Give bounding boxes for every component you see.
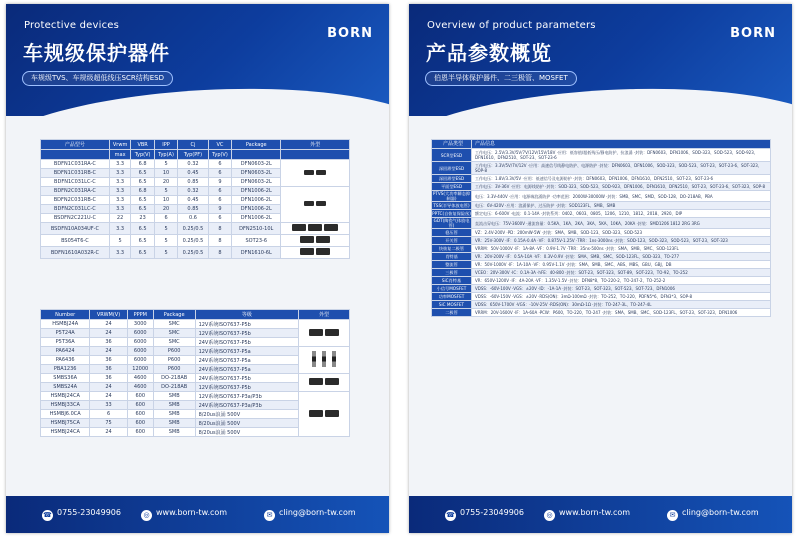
table-cell: 20 xyxy=(154,178,177,187)
table-cell: 5 xyxy=(154,247,177,259)
footer-email xyxy=(264,508,356,521)
table-cell: DFN0603-2L xyxy=(232,178,281,187)
table-cell: SOT23-6 xyxy=(232,235,281,247)
chip-icon xyxy=(316,236,330,243)
category-cell: 三极管 xyxy=(432,269,472,277)
table-cell: BDFN2C031RB-C xyxy=(41,196,110,205)
column-subheader: Typ(V) xyxy=(131,150,154,160)
overview-row xyxy=(432,285,771,293)
category-cell: 小信号MOSFET xyxy=(432,285,472,293)
table-cell: HSMBJ75CA xyxy=(41,419,90,428)
table-cell: 6 xyxy=(154,214,177,223)
table-cell: SMC xyxy=(153,338,195,347)
table-cell: SMB xyxy=(153,428,195,437)
table-row xyxy=(41,235,350,247)
table-cell: 8/20us浪涌 500V xyxy=(195,428,299,437)
subtitle-pill: 车规级TVS、车规级超低线压SCR结构ESD xyxy=(22,71,173,86)
mail-icon: ✉ xyxy=(667,510,678,521)
table-cell: HSMBJ33CA xyxy=(41,401,90,410)
overview-row xyxy=(432,301,771,309)
chip-icon xyxy=(292,224,306,231)
table-cell: DFN1006-2L xyxy=(232,187,281,196)
description-cell: 工作电压：3.3V/5V/7V/12V ·应用：高速信号线静电防护、电源防护 ·封装：DFN0603、DFN1006、SOD-323、SOD-523、SOT-23、SOT-23-6、SOT-323、SOP-8 xyxy=(472,162,771,175)
table-cell: 24 xyxy=(90,428,127,437)
table-cell: 6000 xyxy=(127,329,153,338)
column-subheader xyxy=(232,150,281,160)
table-cell: 10 xyxy=(154,196,177,205)
mail-icon: ✉ xyxy=(264,510,275,521)
overview-row xyxy=(432,175,771,183)
column-subheader xyxy=(41,150,110,160)
overview-row xyxy=(432,191,771,202)
axial-diode-icon xyxy=(312,351,316,367)
web-text: www.born-tw.com xyxy=(559,508,631,517)
page-product-overview xyxy=(409,4,792,533)
table-cell: 24 xyxy=(90,392,127,401)
category-cell: 平面型ESD xyxy=(432,183,472,191)
table-cell: 33 xyxy=(90,401,127,410)
phone-text: 0755-23049906 xyxy=(57,508,121,517)
overview-row xyxy=(432,245,771,253)
table-cell: DFN0603-2L xyxy=(232,160,281,169)
description-cell: VR：650V-1200V ·IF：4A-20A ·VF：1.35V-1.5V ·封装：DFN8*8、TO-220-2、TO-247-2、TO-252-2 xyxy=(472,277,771,285)
table-cell: 0.25/0.5 xyxy=(178,247,208,259)
chip-icon xyxy=(308,224,322,231)
overview-row xyxy=(432,202,771,210)
born-logo: BORN xyxy=(730,26,776,41)
table-cell: 6 xyxy=(208,187,231,196)
table-cell: 6.5 xyxy=(131,247,154,259)
table-cell: SMC xyxy=(153,329,195,338)
category-cell: PTVS(大功率瞬态抑制器) xyxy=(432,191,471,201)
description-cell: 直流击穿电压：75V-3600V ·通流容量：0.5KA、1KA、2KA、3KA、5KA、10KA、20KA ·封装：SMD1206 1812 2RG 3RG xyxy=(472,218,771,229)
table-cell: 3000 xyxy=(127,320,153,329)
email-text: cling@born-tw.com xyxy=(279,508,356,517)
table-cell: 5 xyxy=(154,187,177,196)
overview-row xyxy=(432,218,771,229)
column-header: 外型 xyxy=(281,140,350,150)
table-cell: 24V系统ISO7637-P5a xyxy=(195,365,299,374)
column-subheader: max xyxy=(109,150,131,160)
table-cell: 6 xyxy=(208,160,231,169)
footer-phone xyxy=(445,508,524,521)
table-cell: 8/20us浪涌 500V xyxy=(195,419,299,428)
table-cell: 0.45 xyxy=(178,169,208,178)
chip-icon xyxy=(316,201,326,206)
overview-row xyxy=(432,149,771,162)
table-cell: DFN1006-2L xyxy=(232,214,281,223)
table-cell: 75 xyxy=(90,419,127,428)
chip-icon xyxy=(316,170,326,175)
chip-icon xyxy=(325,378,339,385)
table-cell: 36 xyxy=(90,356,127,365)
phone-icon: ☎ xyxy=(446,511,455,519)
footer-web xyxy=(141,508,227,521)
table-cell: SMB xyxy=(153,410,195,419)
column-header: IPP xyxy=(154,140,177,150)
column-subheader: Typ(A) xyxy=(154,150,177,160)
category-cell: 功率MOSFET xyxy=(432,293,472,301)
table-cell: 12V系统ISO7637-P5b xyxy=(195,329,299,338)
overview-row xyxy=(432,183,771,191)
table-cell: HSMBJ24CA xyxy=(41,428,90,437)
footer-web xyxy=(544,508,630,521)
table-cell: 3.3 xyxy=(109,178,131,187)
chip-icon xyxy=(309,378,323,385)
table-cell: 9 xyxy=(208,178,231,187)
table-cell: 6.5 xyxy=(131,205,154,214)
chip-icon xyxy=(300,236,314,243)
table-cell: BS054T6-C xyxy=(41,235,110,247)
table-cell: 600 xyxy=(127,428,153,437)
globe-icon: ◎ xyxy=(544,510,555,521)
table-cell: SMBS36A xyxy=(41,374,90,383)
table-cell: BDFN2C031LC-C xyxy=(41,205,110,214)
table-cell: 0.25/0.5 xyxy=(178,235,208,247)
overview-row xyxy=(432,277,771,285)
category-cell: TSS(半导体放电管) xyxy=(433,203,470,208)
footer-phone xyxy=(42,508,121,521)
table-cell: DO-218AB xyxy=(153,374,195,383)
chip-icon xyxy=(309,329,323,336)
table-cell: BSDFN10A034UF-C xyxy=(41,223,110,235)
overview-row xyxy=(432,162,771,175)
header-cell: 产品信息 xyxy=(472,140,771,149)
table-row xyxy=(41,320,350,329)
chip-icon xyxy=(300,248,314,255)
table-cell: DFN1006-2L xyxy=(232,205,281,214)
overview-row xyxy=(432,253,771,261)
table-cell: 600 xyxy=(127,419,153,428)
table-cell: 8 xyxy=(208,223,231,235)
description-cell: VDSS：650V-1700V ·VGS：-10V-25V ·RDS(ON)：30mΩ-1Ω ·封装：TO-247-3L、TO-247-4L xyxy=(472,301,771,309)
description-cell: 工作电压：2.5V/3.3V/5V/7V/12V/15V/18V ·应用：低容值/超低残压/静电防护，抗浪涌 ·封装：DFN0603、DFN1006、SOD-323、SOD-523、SOD-923、DFN1610、DFN2510、SOT-23、SOT-23-6 xyxy=(472,149,771,162)
table-cell: 10 xyxy=(154,169,177,178)
column-header: Number xyxy=(41,310,90,320)
table-cell: DO-218AB xyxy=(153,383,195,392)
description-cell: VCEO：20V-300V ·IC：0.1A-3A ·hFE：40-800 ·封装：SOT-23、SOT-323、SOT-89、SOT-223、TO-92、TO-252 xyxy=(472,269,771,277)
column-header: 等级 xyxy=(195,310,299,320)
phone-icon: ☎ xyxy=(43,511,52,519)
table-cell: 6.5 xyxy=(131,196,154,205)
package-image xyxy=(281,235,350,247)
description-cell: 电压：3.3V-440V ·应用：电源端浪涌防护 ·功率范围：2000W-30000W ·封装：SMB、SMC、SMD、SOD-128、DO-218AB、PBA xyxy=(472,191,771,202)
table-cell: 0.6 xyxy=(178,214,208,223)
table-cell: 0.32 xyxy=(178,160,208,169)
overview-row xyxy=(432,210,771,218)
table-cell: HSMBJ24CA xyxy=(41,392,90,401)
table-cell: DFN1006-2L xyxy=(232,196,281,205)
chip-icon xyxy=(304,170,314,175)
globe-icon: ◎ xyxy=(141,510,152,521)
table-cell: 600 xyxy=(127,392,153,401)
table-cell: 9 xyxy=(208,205,231,214)
page-protective-devices xyxy=(6,4,389,533)
table-cell: SMB xyxy=(153,401,195,410)
table-cell: 6000 xyxy=(127,356,153,365)
table-cell: HSMBJ6.0CA xyxy=(41,410,90,419)
table-cell: BDFN2C031RA-C xyxy=(41,187,110,196)
column-header: 产品型号 xyxy=(41,140,110,150)
description-cell: VRRM：50V-1000V ·IF：1A-8A ·VF：0.9V-1.7V ·TRR：35ns-500ns ·封装：SMA、SMB、SMC、SOD-123FL xyxy=(472,245,771,253)
table-cell: 6.8 xyxy=(131,187,154,196)
description-cell: VRRM：20V-1600V ·IF：1A-60A ·PCW：P600、TO-220、TO-247 ·封装：SMA、SMB、SMC、SOD-123FL、SOT-23、SOT-323、DFN1006 xyxy=(472,309,771,317)
table-cell: SMBS24A xyxy=(41,383,90,392)
package-image xyxy=(281,160,350,187)
subtitle-pill: 伯恩半导体保护器件、二三极管、MOSFET xyxy=(425,71,577,86)
table-cell: 3.3 xyxy=(109,247,131,259)
column-header: Package xyxy=(153,310,195,320)
package-image xyxy=(299,347,350,374)
column-header: Cj xyxy=(178,140,208,150)
table-cell: BDFN1C031RB-C xyxy=(41,169,110,178)
description-cell: VR：50V-1000V ·IF：1A-10A ·VF：0.95V-1.1V ·封装：SMA、SMB、SMC、ABS、MBS、GBU、GBJ、DB xyxy=(472,261,771,269)
table-cell: 22 xyxy=(109,214,131,223)
chip-icon xyxy=(325,329,339,336)
table-cell: 5 xyxy=(154,160,177,169)
column-header: 外型 xyxy=(299,310,350,320)
phone-text: 0755-23049906 xyxy=(460,508,524,517)
chip-icon xyxy=(309,410,323,417)
table-cell: DFN1610-6L xyxy=(232,247,281,259)
table-cell: 24 xyxy=(90,320,127,329)
table-cell: 6.5 xyxy=(131,235,154,247)
category-cell: 整流管 xyxy=(432,261,472,269)
table-cell: P600 xyxy=(153,356,195,365)
page-footer xyxy=(6,496,389,533)
table-cell: PBA1236 xyxy=(41,365,90,374)
english-title: Overview of product parameters xyxy=(427,20,596,31)
category-cell: PPTC(自恢复保险丝) xyxy=(432,211,471,216)
chip-icon xyxy=(325,410,339,417)
column-subheader: Typ(PF) xyxy=(178,150,208,160)
package-image xyxy=(299,374,350,392)
table-cell: 0.45 xyxy=(178,196,208,205)
table-row xyxy=(41,187,350,196)
description-cell: VDSS：-60V-150V ·VGS：±20V ·RDS(ON)：3mΩ-100mΩ ·封装：TO-252、TO-220、PDFN5*6、DFN3*3、SOP-8 xyxy=(472,293,771,301)
table-cell: 8 xyxy=(208,247,231,259)
table-cell: BDFN1610A032R-C xyxy=(41,247,110,259)
table-cell: P5T36A xyxy=(41,338,90,347)
table-cell: BDFN1C031LC-C xyxy=(41,178,110,187)
table-row xyxy=(41,374,350,383)
table-cell: 24V系统ISO7637-P3a/P3b xyxy=(195,401,299,410)
axial-diode-icon xyxy=(322,351,326,367)
tvs-table xyxy=(40,309,350,437)
table-row xyxy=(41,160,350,169)
overview-row xyxy=(432,237,771,245)
table-cell: BSDFN2C221U-C xyxy=(41,214,110,223)
chinese-title: 车规级保护器件 xyxy=(23,41,170,65)
description-cell: 额定电压：6-600V ·电流：0.1-14A ·封装系列：0402、0603、0805、1206、1210、1812、2018、2920、DIP xyxy=(472,210,771,218)
table-cell: P5T24A xyxy=(41,329,90,338)
category-cell: SiC肖特基 xyxy=(432,277,472,285)
table-cell: 24 xyxy=(90,329,127,338)
chip-icon xyxy=(316,248,330,255)
table-cell: 6 xyxy=(208,214,231,223)
table-cell: 36 xyxy=(90,374,127,383)
esd-table xyxy=(40,139,350,259)
table-cell: SMC xyxy=(153,320,195,329)
column-subheader xyxy=(281,150,350,160)
table-cell: 600 xyxy=(127,401,153,410)
axial-diode-icon xyxy=(332,351,336,367)
overview-row xyxy=(432,309,771,317)
category-cell: 二极管 xyxy=(432,309,472,317)
table-cell: P600 xyxy=(153,365,195,374)
table-cell: 6.5 xyxy=(131,223,154,235)
table-cell: 0.85 xyxy=(178,178,208,187)
table-cell: 36 xyxy=(90,338,127,347)
table-cell: 3.3 xyxy=(109,160,131,169)
table-cell: DFN2510-10L xyxy=(232,223,281,235)
table-cell: 24V系统ISO7637-P5b xyxy=(195,374,299,383)
description-cell: 电压：6V-420V ·应用：浪涌保护、过压防护 ·封装：SOD123FL、SMB、SMB xyxy=(472,202,771,210)
overview-row xyxy=(432,293,771,301)
category-cell: 开关管 xyxy=(432,237,472,245)
column-header: VBR xyxy=(131,140,154,150)
web-text: www.born-tw.com xyxy=(156,508,228,517)
table-cell: 12V系统ISO7637-P5a xyxy=(195,347,299,356)
chip-icon xyxy=(324,224,338,231)
table-cell: 0.85 xyxy=(178,205,208,214)
overview-header-row xyxy=(432,140,771,149)
table-cell: 24 xyxy=(90,383,127,392)
overview-row xyxy=(432,261,771,269)
page-header xyxy=(409,4,792,116)
package-image xyxy=(299,320,350,347)
email-text: cling@born-tw.com xyxy=(682,508,759,517)
table-cell: 12V系统ISO7637-P5b xyxy=(195,383,299,392)
table-cell: 6.5 xyxy=(131,178,154,187)
category-cell: 快恢复二极管 xyxy=(432,245,472,253)
born-logo: BORN xyxy=(327,26,373,41)
package-image xyxy=(281,223,350,235)
table-cell: P600 xyxy=(153,347,195,356)
table-cell: BDFN1C031RA-C xyxy=(41,160,110,169)
table-cell: 12000 xyxy=(127,365,153,374)
column-header: VRWM(V) xyxy=(90,310,127,320)
overview-row xyxy=(432,269,771,277)
table-cell: 24V系统ISO7637-P5a xyxy=(195,356,299,365)
category-cell: SiC MOSFET xyxy=(432,301,472,309)
category-cell: GDT(陶瓷气体放电管) xyxy=(432,218,472,229)
table-cell: HSMBJ24A xyxy=(41,320,90,329)
column-header: Package xyxy=(232,140,281,150)
category-cell: 稳压管 xyxy=(432,229,472,237)
category-cell: 肖特基 xyxy=(432,253,472,261)
table-cell: 600 xyxy=(127,410,153,419)
table-cell: 4600 xyxy=(127,374,153,383)
category-cell: SCR型ESD xyxy=(432,149,472,162)
table-cell: SMB xyxy=(153,419,195,428)
table-cell: SMB xyxy=(153,392,195,401)
table-cell: 3.3 xyxy=(109,223,131,235)
column-header: VC xyxy=(208,140,231,150)
table-cell: 36 xyxy=(90,365,127,374)
table-cell: 8 xyxy=(208,235,231,247)
table-cell: PA6436 xyxy=(41,356,90,365)
description-cell: 工作电压：3V-36V ·应用：电源线防护 ·封装：SOD-323、SOD-523、SOD-923、DFN1006、DFN1610、DFN2510、SOT-23、SOT-23-6、SOT-323、SOP-8 xyxy=(472,183,771,191)
table-cell: DFN0603-2L xyxy=(232,169,281,178)
chinese-title: 产品参数概览 xyxy=(426,41,552,65)
table-cell: 12V系统ISO7637-P5b xyxy=(195,320,299,329)
package-image xyxy=(281,187,350,223)
table-cell: 3.3 xyxy=(109,187,131,196)
table-cell: 6.5 xyxy=(131,169,154,178)
table-cell: 3.3 xyxy=(109,205,131,214)
category-cell: 深回滞型ESD xyxy=(432,175,472,183)
table-cell: 5 xyxy=(154,223,177,235)
table-cell: 24V系统ISO7637-P5b xyxy=(195,338,299,347)
table-cell: 0.32 xyxy=(178,187,208,196)
table-cell: 3.3 xyxy=(109,169,131,178)
header-cell: 产品类型 xyxy=(432,140,472,149)
overview-row xyxy=(432,229,771,237)
category-cell: 深回滞型ESD xyxy=(432,162,472,175)
description-cell: VR：20V-200V ·IF：0.5A-10A ·VF：0.3V-0.9V ·封装：SMA、SMB、SMC、SOD-123FL、SOD-323、TO-277 xyxy=(472,253,771,261)
package-image xyxy=(299,392,350,437)
table-cell: 6000 xyxy=(127,347,153,356)
footer-email xyxy=(667,508,759,521)
page-header xyxy=(6,4,389,116)
description-cell: VR：25V-300V ·IF：0.15A-0.4A ·VF：0.875V-1.25V ·TRR：1ns-3000ns ·封装：SOD-123、SOD-323、SOD-523、SOT-23、SOT-323 xyxy=(472,237,771,245)
table-cell: 12V系统ISO7637-P3a/P3b xyxy=(195,392,299,401)
description-cell: 工作电压：1.8V/3.3V/5V ·应用：低速信号及电源防护 ·封装：DFN0603、DFN1006、DFN1610、DFN2510、SOT-23、SOT-23-6 xyxy=(472,175,771,183)
table-cell: 0.25/0.5 xyxy=(178,223,208,235)
table-cell: 5 xyxy=(154,235,177,247)
table-cell: 6.8 xyxy=(131,160,154,169)
package-image xyxy=(281,247,350,259)
table-cell: 5 xyxy=(109,235,131,247)
english-title: Protective devices xyxy=(24,20,120,31)
description-cell: VDSS：-60V-100V ·VGS：±20V ·ID：-1A-1A ·封装：SOT-23、SOT-323、SOT-523、SOT-723、DFN1006 xyxy=(472,285,771,293)
table-cell: PA6424 xyxy=(41,347,90,356)
column-subheader: Typ(V) xyxy=(208,150,231,160)
table-cell: 4600 xyxy=(127,383,153,392)
table-cell: 24 xyxy=(90,347,127,356)
table-cell: 8/20us浪涌 500V xyxy=(195,410,299,419)
table-cell: 6 xyxy=(90,410,127,419)
description-cell: VZ：2.4V-200V ·PD：200mW-5W ·封装：SMA、SMB、SOD-123、SOD-323、SOD-523 xyxy=(472,229,771,237)
table-cell: 6 xyxy=(208,169,231,178)
table-row xyxy=(41,247,350,259)
table-cell: 23 xyxy=(131,214,154,223)
column-header: Vrwm xyxy=(109,140,131,150)
column-header: PPPM xyxy=(127,310,153,320)
table-row xyxy=(41,347,350,356)
page-footer xyxy=(409,496,792,533)
table-cell: 6000 xyxy=(127,338,153,347)
table-cell: 3.3 xyxy=(109,196,131,205)
table-row xyxy=(41,223,350,235)
chip-icon xyxy=(304,201,314,206)
table-cell: 20 xyxy=(154,205,177,214)
overview-table xyxy=(431,139,771,317)
table-row xyxy=(41,392,350,401)
table-cell: 6 xyxy=(208,196,231,205)
